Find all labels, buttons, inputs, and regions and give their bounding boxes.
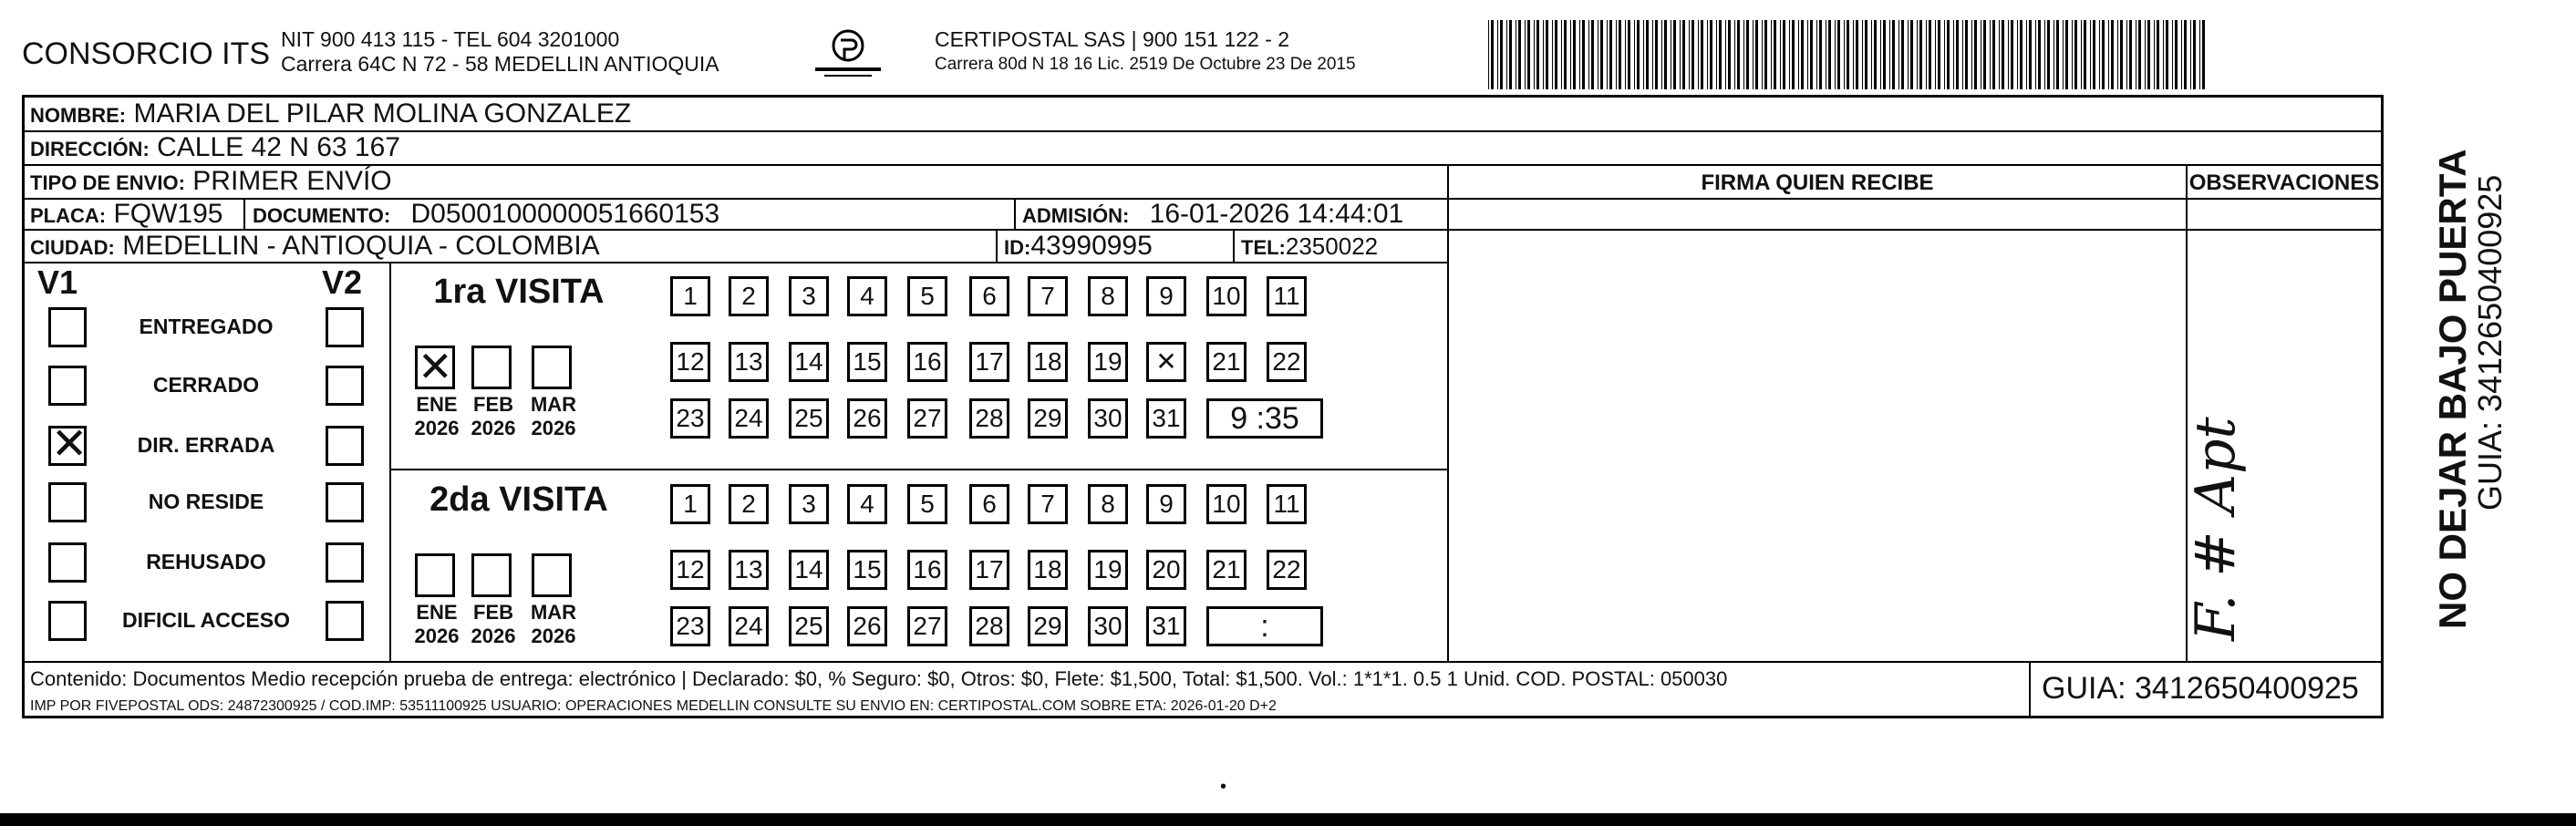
month-label: ENE — [416, 393, 458, 416]
day-box[interactable]: 18 — [1028, 550, 1068, 590]
day-box[interactable]: 30 — [1088, 606, 1128, 646]
direccion-value: CALLE 42 N 63 167 — [157, 132, 400, 162]
month-checkbox[interactable] — [532, 346, 572, 389]
month-checkbox[interactable] — [471, 346, 512, 389]
status-v1-checkbox[interactable] — [48, 482, 87, 522]
day-box[interactable]: 30 — [1088, 398, 1128, 439]
nombre-label: NOMBRE: — [30, 104, 127, 127]
status-label: DIR. ERRADA — [137, 433, 275, 457]
time-field[interactable]: : — [1206, 606, 1323, 646]
day-box[interactable]: 28 — [969, 606, 1009, 646]
day-box[interactable]: 11 — [1267, 484, 1307, 524]
day-box[interactable]: 26 — [847, 398, 887, 439]
day-box[interactable]: 18 — [1028, 342, 1068, 382]
day-box[interactable]: 20 — [1146, 550, 1186, 590]
status-v1-checkbox[interactable] — [48, 307, 87, 347]
observaciones-note: F. # Apt — [2184, 417, 2248, 641]
month-checkbox[interactable] — [532, 553, 572, 597]
day-box[interactable]: 4 — [847, 276, 887, 316]
day-box[interactable]: 2 — [729, 484, 769, 524]
certipostal-logo-icon — [810, 27, 886, 84]
visit-title: 2da VISITA — [429, 480, 608, 519]
nombre-row — [30, 99, 631, 130]
day-box[interactable]: 31 — [1146, 398, 1186, 439]
day-box[interactable]: 14 — [789, 342, 829, 382]
day-box[interactable]: 31 — [1146, 606, 1186, 646]
ciudad-row — [30, 232, 600, 263]
day-box[interactable]: 6 — [969, 276, 1009, 316]
id-value: 43990995 — [1030, 231, 1153, 261]
month-label: MAR — [530, 393, 577, 416]
company-name: CONSORCIO ITS — [22, 36, 271, 71]
status-v2-checkbox[interactable] — [326, 426, 364, 466]
cert-line2: Carrera 80d N 18 16 Lic. 2519 De Octubre 23 De 2015 — [935, 55, 1356, 74]
placa-row — [30, 200, 222, 231]
day-box[interactable]: 24 — [729, 606, 769, 646]
admision-label: ADMISIÓN: — [1022, 204, 1130, 227]
status-v1-checkbox[interactable]: ✕ — [48, 426, 87, 466]
tipo-label: TIPO DE ENVIO: — [30, 171, 185, 194]
month-year: 2026 — [531, 417, 576, 439]
day-box[interactable]: 15 — [847, 342, 887, 382]
day-box[interactable]: 27 — [907, 606, 947, 646]
day-box[interactable]: 5 — [907, 484, 947, 524]
month-label: MAR — [530, 601, 577, 624]
day-box[interactable]: 12 — [670, 342, 710, 382]
tipo-value: PRIMER ENVÍO — [192, 166, 392, 196]
address-line: Carrera 64C N 72 - 58 MEDELLIN ANTIOQUIA — [281, 52, 719, 76]
day-box[interactable]: 22 — [1267, 342, 1307, 382]
status-label: CERRADO — [152, 373, 260, 397]
day-box[interactable]: 23 — [670, 398, 710, 439]
firma-title: FIRMA QUIEN RECIBE — [1701, 170, 1934, 195]
id-label: ID: — [1004, 236, 1031, 259]
day-box[interactable]: 15 — [847, 550, 887, 590]
day-box[interactable]: 8 — [1088, 276, 1128, 316]
day-box[interactable]: 5 — [907, 276, 947, 316]
day-box[interactable]: 19 — [1088, 342, 1128, 382]
documento-row — [253, 200, 719, 231]
day-box[interactable]: 22 — [1267, 550, 1307, 590]
time-field[interactable]: 9 :35 — [1206, 398, 1323, 439]
tel-row — [1241, 232, 1378, 263]
side-guia: GUIA: 3412650400925 — [2471, 174, 2509, 511]
tipo-row — [30, 167, 392, 198]
day-box[interactable]: 16 — [907, 550, 947, 590]
id-row — [1004, 232, 1153, 263]
day-box[interactable]: 24 — [729, 398, 769, 439]
status-v2-checkbox[interactable] — [326, 307, 364, 347]
month-label: FEB — [473, 601, 513, 624]
day-box[interactable]: 17 — [969, 342, 1009, 382]
day-box[interactable]: 28 — [969, 398, 1009, 439]
tel-value: 2350022 — [1285, 232, 1379, 260]
day-box[interactable]: 17 — [969, 550, 1009, 590]
direccion-label: DIRECCIÓN: — [30, 138, 150, 160]
observaciones-title: OBSERVACIONES — [2188, 170, 2380, 195]
day-box[interactable]: 11 — [1267, 276, 1307, 316]
status-label: DIFICIL ACCESO — [121, 608, 290, 632]
placa-label: PLACA: — [30, 204, 107, 227]
status-v1-checkbox[interactable] — [48, 601, 87, 641]
v1-header: V1 — [37, 263, 78, 301]
day-box[interactable]: 23 — [670, 606, 710, 646]
day-box[interactable]: 19 — [1088, 550, 1128, 590]
company-info — [281, 27, 719, 77]
month-checkbox[interactable] — [415, 553, 455, 597]
placa-value: FQW195 — [113, 199, 223, 229]
status-label: REHUSADO — [146, 550, 266, 573]
direccion-row — [30, 133, 400, 164]
day-box[interactable]: 14 — [789, 550, 829, 590]
barcode-icon — [1488, 20, 2207, 89]
day-box[interactable]: 3 — [789, 276, 829, 316]
day-box[interactable]: 12 — [670, 550, 710, 590]
documento-value: D0500100000051660153 — [410, 199, 720, 229]
day-box[interactable]: 7 — [1028, 484, 1068, 524]
day-box[interactable]: 8 — [1088, 484, 1128, 524]
day-box[interactable]: 29 — [1028, 606, 1068, 646]
ciudad-label: CIUDAD: — [30, 236, 115, 259]
day-box[interactable]: 3 — [789, 484, 829, 524]
status-label: ENTREGADO — [139, 315, 274, 338]
month-year: 2026 — [414, 417, 460, 439]
bottom-border — [0, 813, 2576, 826]
day-box[interactable]: 1 — [670, 484, 710, 524]
admision-row — [1022, 200, 1403, 231]
day-box[interactable]: 10 — [1206, 484, 1247, 524]
delivery-form — [22, 95, 2384, 718]
status-v1-checkbox[interactable] — [48, 366, 87, 406]
nit-line: NIT 900 413 115 - TEL 604 3201000 — [281, 27, 620, 51]
day-box[interactable]: 7 — [1028, 276, 1068, 316]
day-box[interactable]: 13 — [729, 342, 769, 382]
day-box[interactable]: 9 — [1146, 484, 1186, 524]
ciudad-value: MEDELLIN - ANTIOQUIA - COLOMBIA — [122, 231, 600, 261]
day-box[interactable]: 16 — [907, 342, 947, 382]
month-year: 2026 — [414, 625, 460, 647]
scan-mark: • — [1220, 777, 1227, 797]
month-label: ENE — [416, 601, 458, 624]
day-box[interactable]: 29 — [1028, 398, 1068, 439]
day-box[interactable]: 1 — [670, 276, 710, 316]
status-v2-checkbox[interactable] — [326, 366, 364, 406]
day-box[interactable]: 13 — [729, 550, 769, 590]
cert-info — [935, 27, 1356, 77]
day-box[interactable]: 21 — [1206, 550, 1247, 590]
admision-value: 16-01-2026 14:44:01 — [1149, 199, 1404, 229]
day-box[interactable]: 27 — [907, 398, 947, 439]
day-box[interactable]: 6 — [969, 484, 1009, 524]
month-year: 2026 — [531, 625, 576, 647]
nombre-value: MARIA DEL PILAR MOLINA GONZALEZ — [133, 98, 632, 129]
status-v2-checkbox[interactable] — [326, 482, 364, 522]
status-v2-checkbox[interactable] — [326, 542, 364, 583]
status-v1-checkbox[interactable] — [48, 542, 87, 583]
month-year: 2026 — [471, 417, 516, 439]
v2-header: V2 — [322, 263, 363, 301]
day-box[interactable]: 9 — [1146, 276, 1186, 316]
month-checkbox[interactable]: ✕ — [415, 346, 455, 389]
day-box[interactable]: 10 — [1206, 276, 1247, 316]
day-box[interactable]: 2 — [729, 276, 769, 316]
status-label: NO RESIDE — [148, 490, 264, 513]
tel-label: TEL: — [1241, 236, 1286, 259]
footer-imp: IMP POR FIVEPOSTAL ODS: 24872300925 / COD.IMP: 53511100925 USUARIO: OPERACIONES MEDELLIN CONSULTE SU ENVIO EN: CERTIPOSTAL.COM SOBRE ETA: 2026-01-20 D+2 — [30, 698, 1277, 714]
documento-label: DOCUMENTO: — [253, 204, 391, 227]
status-v2-checkbox[interactable] — [326, 601, 364, 641]
day-box[interactable]: 21 — [1206, 342, 1247, 382]
month-year: 2026 — [471, 625, 516, 647]
day-box[interactable]: ✕ — [1146, 342, 1186, 382]
month-checkbox[interactable] — [471, 553, 512, 597]
visit-title: 1ra VISITA — [433, 273, 605, 311]
no-dejar-bajo-puerta: NO DEJAR BAJO PUERTA — [2431, 149, 2474, 629]
footer-guia: GUIA: 3412650400925 — [2042, 671, 2359, 706]
day-box[interactable]: 25 — [789, 606, 829, 646]
day-box[interactable]: 25 — [789, 398, 829, 439]
month-label: FEB — [473, 393, 513, 416]
day-box[interactable]: 4 — [847, 484, 887, 524]
cert-line1: CERTIPOSTAL SAS | 900 151 122 - 2 — [935, 27, 1290, 51]
footer-contenido: Contenido: Documentos Medio recepción prueba de entrega: electrónico | Declarado: $0, % Seguro: $0, Otros: $0, Flete: $1,500, Total: $1,500. Vol.: 1*1*1. 0.5 1 Unid. COD. POSTAL: 050030 — [30, 667, 1728, 690]
day-box[interactable]: 26 — [847, 606, 887, 646]
